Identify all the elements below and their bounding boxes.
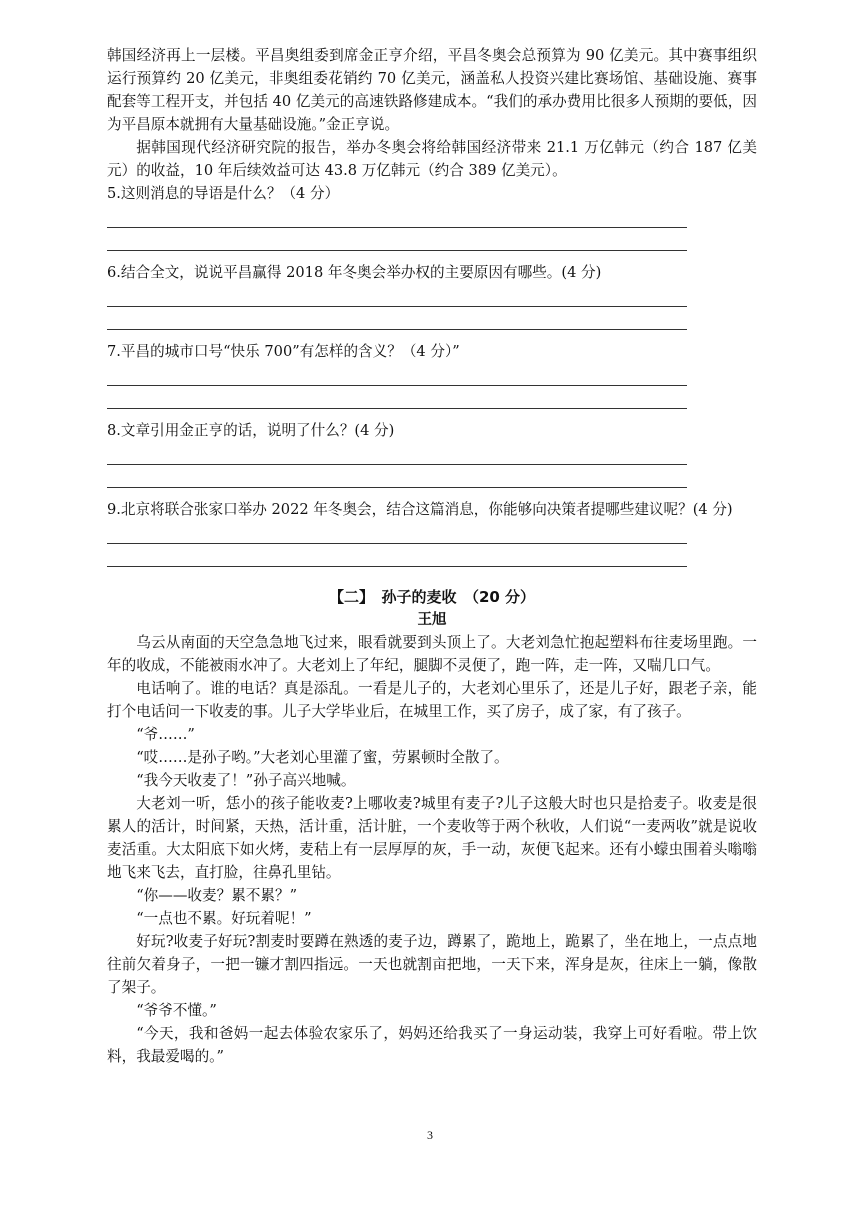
story-paragraph: “哎……是孙子哟。”大老刘心里灌了蜜，劳累顿时全散了。 <box>136 749 509 766</box>
answer-line <box>107 228 687 251</box>
answer-line <box>107 442 687 465</box>
question-7: 7.平昌的城市口号“快乐 700”有怎样的含义？（4 分）” <box>107 343 460 360</box>
story-paragraph: 大老刘一听，恁小的孩子能收麦?上哪收麦?城里有麦子?儿子这般大时也只是拾麦子。收麦是很累人的活计，时间紧，天热，活计重，活计脏，一个麦收等于两个秋收，人们说“一麦两收”就是说收麦活重。大太阳底下如火烤，麦秸上有一层厚厚的灰，手一动，灰便飞起来。还有小蠓虫围着头嗡嗡地飞来飞去，直打脸，往鼻孔里钻。 <box>107 795 757 881</box>
answer-line <box>107 386 687 409</box>
author-name: 王旭 <box>417 612 447 628</box>
answer-line <box>107 465 687 488</box>
answer-line <box>107 284 687 307</box>
section-title: 【二】 孙子的麦收 （20 分） <box>328 588 536 606</box>
story-paragraph: 电话响了。谁的电话？真是添乱。一看是儿子的，大老刘心里乐了，还是儿子好，跟老子亲，能打个电话问一下收麦的事。儿子大学毕业后，在城里工作，买了房子，成了家，有了孩子。 <box>107 680 757 720</box>
answer-area-8[interactable] <box>107 442 757 488</box>
story-paragraph: 好玩?收麦子好玩?割麦时要蹲在熟透的麦子边，蹲累了，跪地上，跪累了，坐在地上，一点点地往前欠着身子，一把一镰才割四指远。一天也就割亩把地，一天下来，浑身是灰，往床上一躺，像散了架子。 <box>107 933 757 996</box>
passage1-paragraph: 据韩国现代经济研究院的报告，举办冬奥会将给韩国经济带来 21.1 万亿韩元（约合 187 亿美元）的收益，10 年后续效益可达 43.8 万亿韩元（约合 389 亿美元）。 <box>107 139 757 179</box>
answer-area-7[interactable] <box>107 363 757 409</box>
story-paragraph: 乌云从南面的天空急急地飞过来，眼看就要到头顶上了。大老刘急忙抱起塑料布往麦场里跑。一年的收成，不能被雨水冲了。大老刘上了年纪，腿脚不灵便了，跑一阵，走一阵，又喘几口气。 <box>107 634 757 674</box>
story-paragraph: “今天，我和爸妈一起去体验农家乐了，妈妈还给我买了一身运动装，我穿上可好看啦。带上饮料，我最爱喝的。” <box>107 1025 757 1065</box>
answer-area-6[interactable] <box>107 284 757 330</box>
story-paragraph: “一点也不累。好玩着呢！” <box>136 910 312 927</box>
answer-line <box>107 521 687 544</box>
answer-area-9[interactable] <box>107 521 757 567</box>
page-number: 3 <box>427 1128 433 1142</box>
answer-line <box>107 544 687 567</box>
story-paragraph: “你——收麦？累不累？” <box>136 887 298 904</box>
answer-line <box>107 307 687 330</box>
question-9: 9.北京将联合张家口举办 2022 年冬奥会，结合这篇消息，你能够向决策者提哪些建议呢？(4 分) <box>107 501 733 518</box>
question-5: 5.这则消息的导语是什么？（4 分） <box>107 185 340 202</box>
answer-area-5[interactable] <box>107 205 757 251</box>
answer-line <box>107 363 687 386</box>
passage1-paragraph: 韩国经济再上一层楼。平昌奥组委到席金正亨介绍，平昌冬奥会总预算为 90 亿美元。其中赛事组织运行预算约 20 亿美元，非奥组委花销约 70 亿美元，涵盖私人投资兴建比赛场馆、基础设施、赛事配套等工程开支，并包括 40 亿美元的高速铁路修建成本。“我们的承办费用比很多人预期的要低，因为平昌原本就拥有大量基础设施。”金正亨说。 <box>107 47 757 133</box>
story-paragraph: “爷……” <box>136 726 195 743</box>
page-content <box>107 44 757 1068</box>
question-6: 6.结合全文，说说平昌赢得 2018 年冬奥会举办权的主要原因有哪些。(4 分) <box>107 264 602 281</box>
story-paragraph: “爷爷不懂。” <box>136 1002 217 1019</box>
answer-line <box>107 205 687 228</box>
story-paragraph: “我今天收麦了！”孙子高兴地喊。 <box>136 772 356 789</box>
question-8: 8.文章引用金正亨的话，说明了什么？(4 分) <box>107 422 395 439</box>
